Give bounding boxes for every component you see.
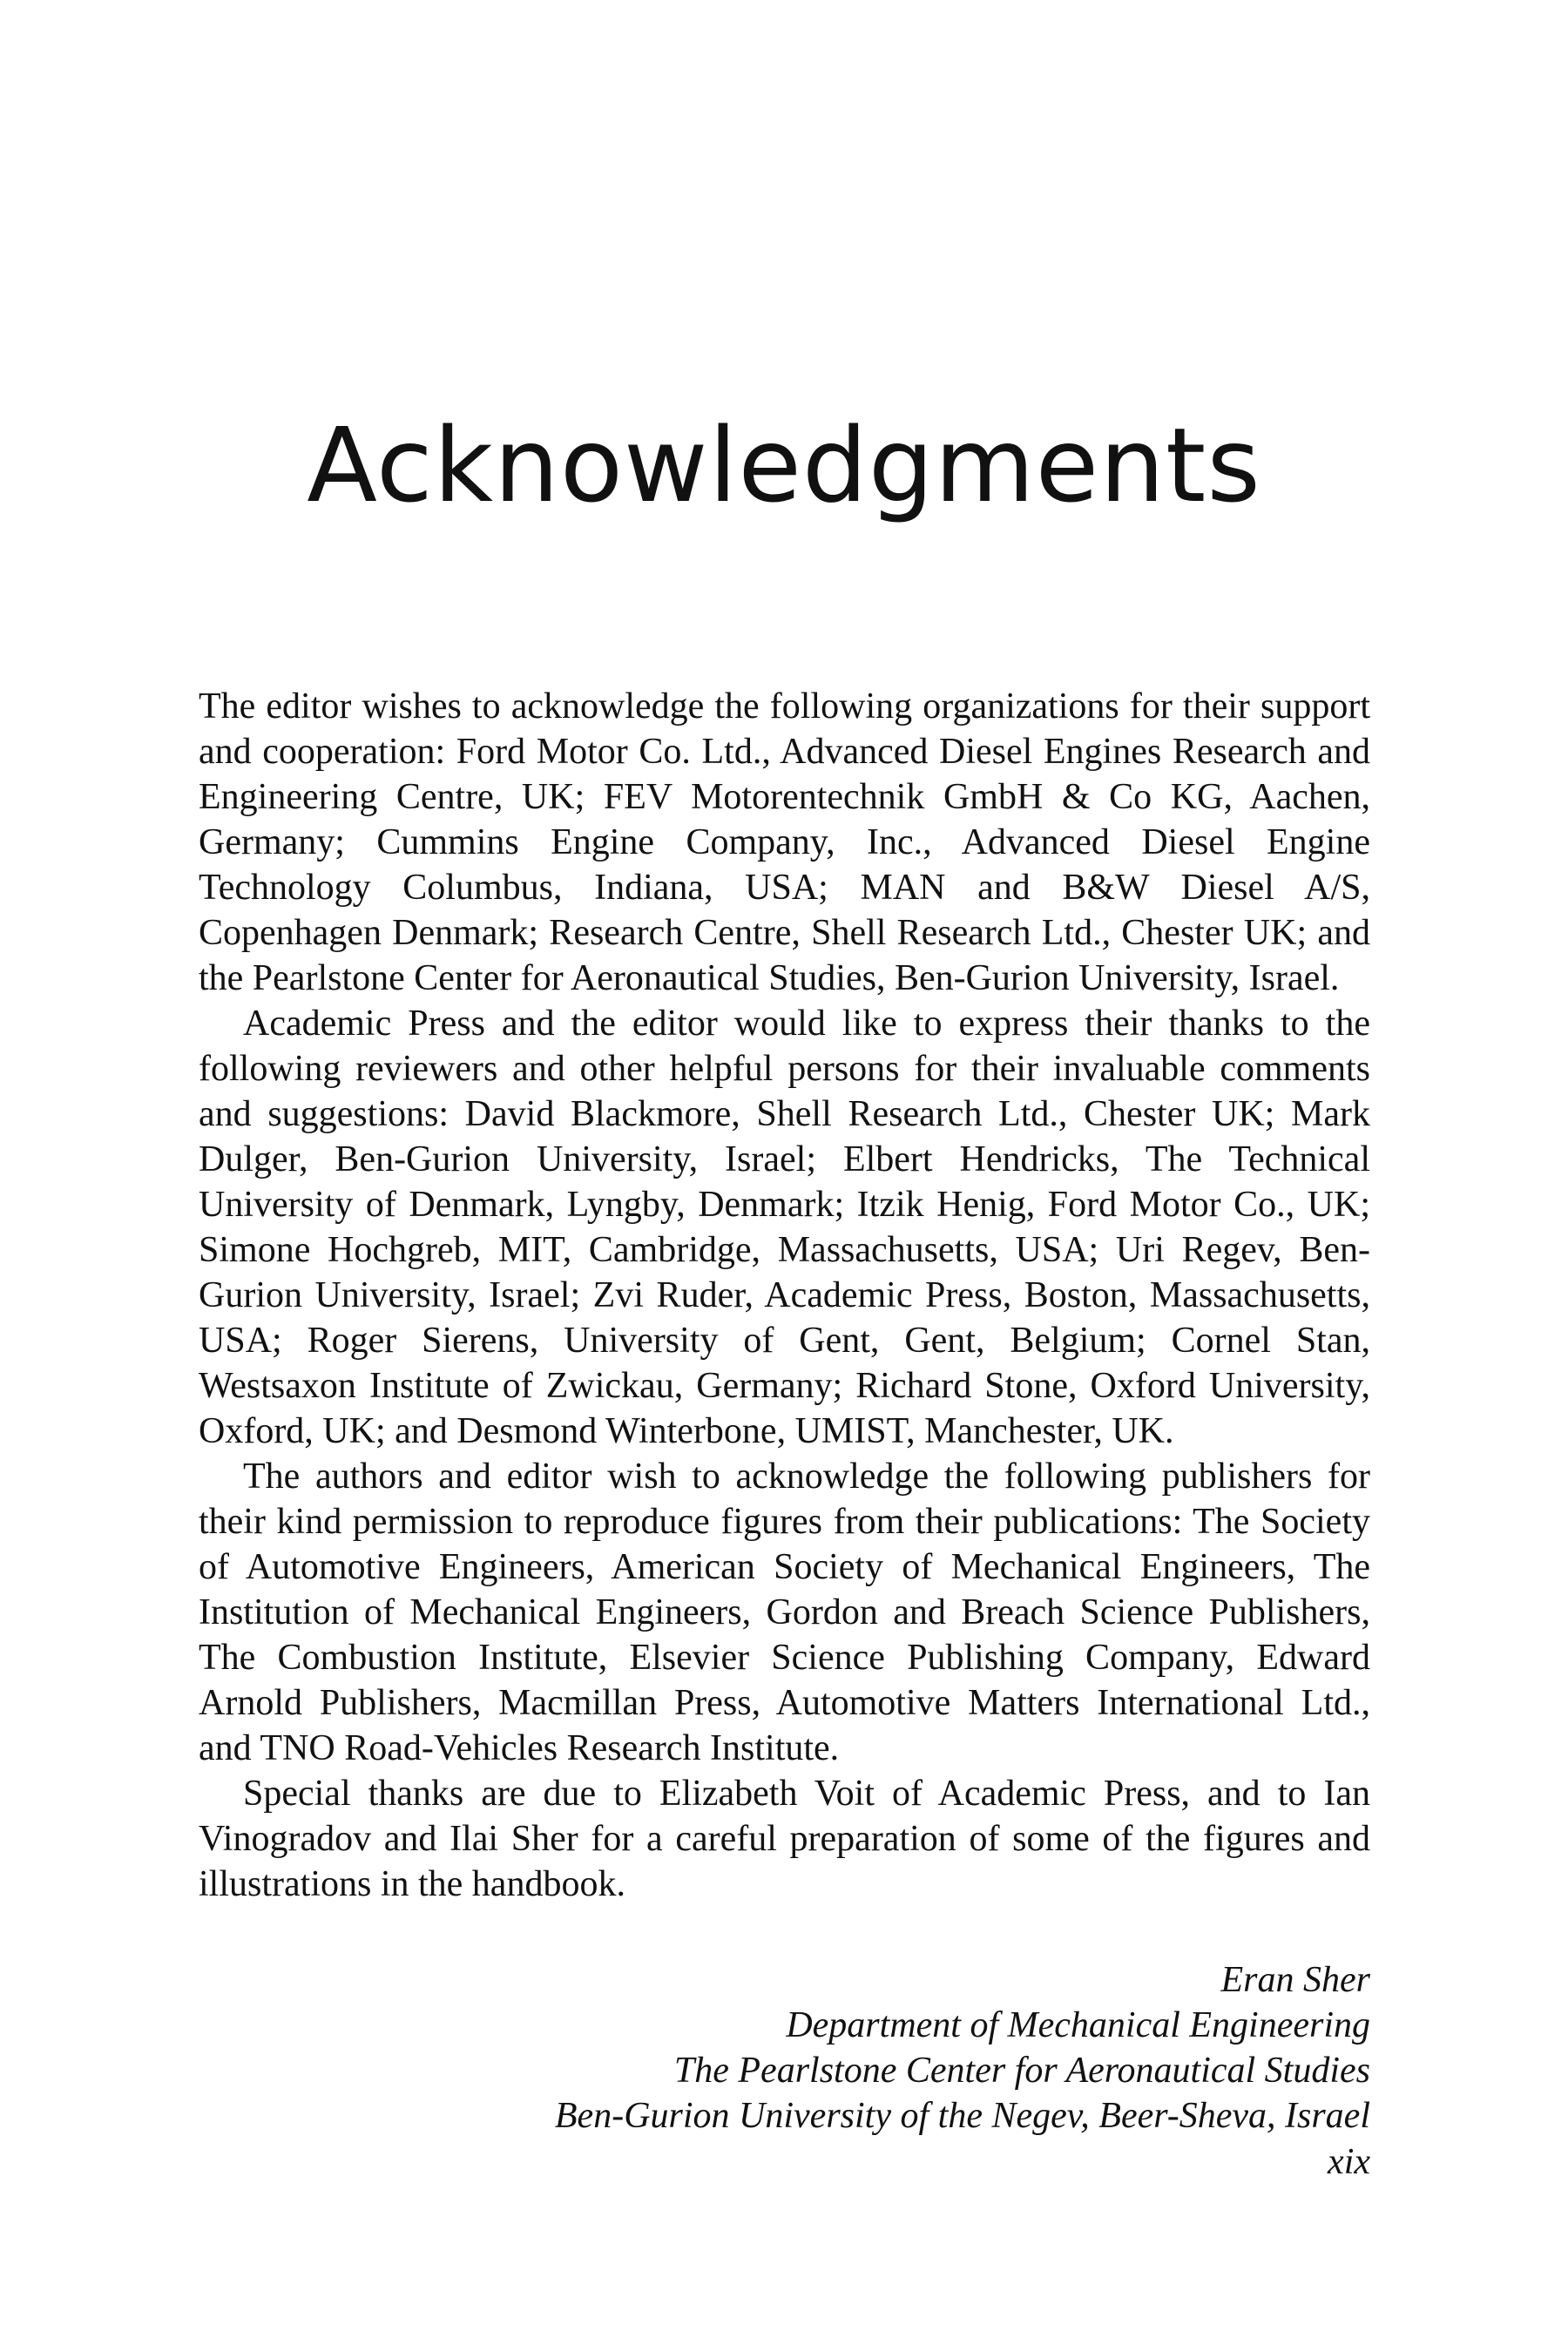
signature-block: [555, 1957, 1370, 2139]
paragraph-reviewers: Academic Press and the editor would like to express their thanks to the following reviewers and other helpful persons for their invaluable comments and suggestions: David Blackmore, Shell Research Ltd., Chester UK; Mark Dulger, Ben-Gurion University, Israel; Elbert Hendricks, The Technical University of Denmark, Lyngby, Denmark; Itzik Henig, Ford Motor Co., UK; Simone Hochgreb, MIT, Cambridge, Massachusetts, USA; Uri Regev, Ben-Gurion University, Israel; Zvi Ruder, Academic Press, Boston, Massachusetts, USA; Roger Sierens, University of Gent, Gent, Belgium; Cornel Stan, Westsaxon Institute of Zwickau, Germany; Richard Stone, Oxford University, Oxford, UK; and Desmond Winterbone, UMIST, Manchester, UK.: [199, 1004, 1370, 1451]
page-title: Acknowledgments: [307, 405, 1261, 525]
paragraph-publishers: The authors and editor wish to acknowledge the following publishers for their kind permission to reproduce figures from their publications: The Society of Automotive Engineers, American Society of Mechanical Engineers, The Institution of Mechanical Engineers, Gordon and Breach Science Publishers, The Combustion Institute, Elsevier Science Publishing Company, Edward Arnold Publishers, Macmillan Press, Automotive Matters International Ltd., and TNO Road-Vehicles Research Institute.: [199, 1456, 1370, 1768]
page-number: xix: [1328, 2142, 1370, 2182]
signature-name: Eran Sher: [1220, 1960, 1370, 2000]
paragraph-organizations: The editor wishes to acknowledge the following organizations for their support and cooperation: Ford Motor Co. Ltd., Advanced Diesel Engines Research and Engineering Centre, UK; FEV Motorentechnik GmbH & Co KG, Aachen, Germany; Cummins Engine Company, Inc., Advanced Diesel Engine Technology Columbus, Indiana, USA; MAN and B&W Diesel A/S, Copenhagen Denmark; Research Centre, Shell Research Ltd., Chester UK; and the Pearlstone Center for Aeronautical Studies, Ben-Gurion University, Israel.: [199, 686, 1370, 998]
signature-department: Department of Mechanical Engineering: [786, 2005, 1370, 2045]
body-text: [199, 684, 1370, 1907]
paragraph-special-thanks: Special thanks are due to Elizabeth Voit of Academic Press, and to Ian Vinogradov and Ilai Sher for a careful preparation of some of the figures and illustrations in the handbook.: [199, 1774, 1370, 1904]
signature-center: The Pearlstone Center for Aeronautical Studies: [673, 2051, 1370, 2091]
signature-university: Ben-Gurion University of the Negev, Beer-Sheva, Israel: [554, 2096, 1370, 2136]
